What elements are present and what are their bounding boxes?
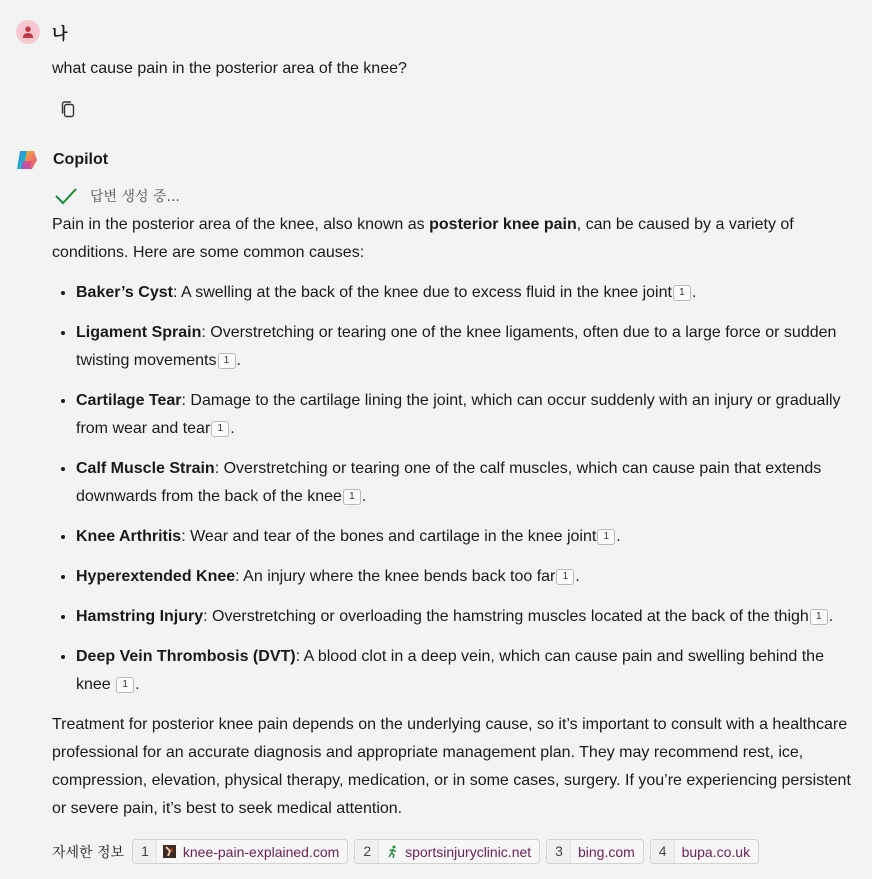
citation-badge[interactable]: 1: [810, 609, 828, 625]
knee-favicon-icon: [163, 845, 177, 859]
cause-desc: : Overstretching or tearing one of the knee ligaments, often due to a large force or sudden twisting movements: [76, 324, 837, 369]
user-message: what cause pain in the posterior area of the knee?: [52, 60, 407, 77]
citation-badge[interactable]: 1: [673, 285, 691, 301]
source-link-1[interactable]: [132, 839, 348, 864]
runner-favicon-icon: [385, 845, 399, 859]
source-domain: sportsinjuryclinic.net: [405, 843, 532, 860]
cause-desc: : A swelling at the back of the knee due to excess fluid in the knee joint: [172, 284, 672, 301]
source-domain: bing.com: [577, 843, 635, 860]
list-item: • Deep Vein Thrombosis (DVT): A blood clot in a deep vein, which can cause pain and swelling behind the knee 1 .: [76, 643, 857, 699]
intro-text: Pain in the posterior area of the knee, also known as: [52, 216, 430, 233]
cause-desc: : Overstretching or tearing one of the calf muscles, which can cause pain that extends downwards from the back of the knee: [76, 460, 822, 505]
status-text: 답변 생성 중...: [90, 189, 180, 205]
cause-term: Deep Vein Thrombosis (DVT): [76, 648, 296, 665]
user-name: 나: [52, 23, 68, 43]
list-item: • Calf Muscle Strain: Overstretching or tearing one of the calf muscles, which can cause pain that extends downwards from the back of the knee 1 .: [76, 455, 857, 511]
user-avatar: [16, 20, 40, 44]
answer-content: [52, 211, 857, 823]
citation-badge[interactable]: 1: [218, 353, 236, 369]
source-domain: knee-pain-explained.com: [182, 843, 340, 860]
citation-badge[interactable]: 1: [211, 421, 229, 437]
list-item: • Ligament Sprain: Overstretching or tearing one of the knee ligaments, often due to a large force or sudden twisting movements 1 .: [76, 319, 857, 375]
cause-desc: : Overstretching or overloading the hamstring muscles located at the back of the thigh: [203, 608, 809, 625]
list-item: • Hyperextended Knee: An injury where the knee bends back too far 1 .: [76, 563, 857, 591]
cause-term: Calf Muscle Strain: [76, 460, 215, 477]
person-icon: [21, 25, 35, 39]
citation-badge[interactable]: 1: [116, 677, 134, 693]
copy-button[interactable]: [56, 98, 80, 122]
copilot-header: [14, 147, 108, 173]
copy-icon: [60, 101, 76, 119]
sources-bar: [52, 839, 765, 864]
citation-badge[interactable]: 1: [556, 569, 574, 585]
cause-term: Hyperextended Knee: [76, 568, 236, 585]
copilot-logo-icon: [14, 147, 40, 173]
cause-term: Ligament Sprain: [76, 324, 202, 341]
list-item: • Knee Arthritis: Wear and tear of the bones and cartilage in the knee joint 1 .: [76, 523, 857, 551]
source-number: 2: [355, 840, 379, 863]
source-link-3[interactable]: [546, 839, 644, 864]
generation-status: [54, 186, 180, 206]
cause-desc: : A blood clot in a deep vein, which can cause pain and swelling behind the knee: [76, 648, 824, 693]
list-item: • Baker’s Cyst: A swelling at the back of the knee due to excess fluid in the knee joint 1 .: [76, 279, 857, 307]
answer-intro: [52, 211, 857, 267]
checkmark-icon: [54, 187, 78, 205]
source-number: 3: [547, 840, 571, 863]
cause-term: Knee Arthritis: [76, 528, 182, 545]
copilot-name: Copilot: [53, 151, 109, 168]
cause-desc: : An injury where the knee bends back too far: [235, 568, 556, 585]
list-item: • Hamstring Injury: Overstretching or overloading the hamstring muscles located at the back of the thigh 1 .: [76, 603, 857, 631]
treatment-paragraph: Treatment for posterior knee pain depends on the underlying cause, so it’s important to consult with a healthcare professional for an accurate diagnosis and appropriate management plan. They may recommend rest, ice, compression, elevation, physical therapy, medication, or in some cases, surgery. If you’re experiencing persistent or severe pain, it’s best to seek medical attention.: [52, 716, 851, 817]
intro-bold-text: posterior knee pain: [429, 216, 577, 233]
citation-badge[interactable]: 1: [597, 529, 615, 545]
source-link-4[interactable]: [650, 839, 759, 864]
cause-term: Baker’s Cyst: [76, 284, 173, 301]
cause-term: Cartilage Tear: [76, 392, 182, 409]
cause-term: Hamstring Injury: [76, 608, 204, 625]
list-item: • Cartilage Tear: Damage to the cartilage lining the joint, which can occur suddenly with an injury or gradually from wear and tear 1 .: [76, 387, 857, 443]
cause-desc: : Damage to the cartilage lining the joint, which can occur suddenly with an injury or gradually from wear and tear: [76, 392, 841, 437]
source-number: 1: [133, 840, 157, 863]
sources-label: 자세한 정보: [52, 844, 125, 861]
causes-list: [52, 279, 857, 699]
source-number: 4: [651, 840, 675, 863]
cause-desc: : Wear and tear of the bones and cartilage in the knee joint: [181, 528, 597, 545]
source-link-2[interactable]: [354, 839, 540, 864]
user-header: [16, 20, 67, 44]
citation-badge[interactable]: 1: [343, 489, 361, 505]
source-domain: bupa.co.uk: [681, 843, 751, 860]
intro-text-2: , can be caused by a variety of conditions. Here are some common causes:: [52, 216, 794, 261]
